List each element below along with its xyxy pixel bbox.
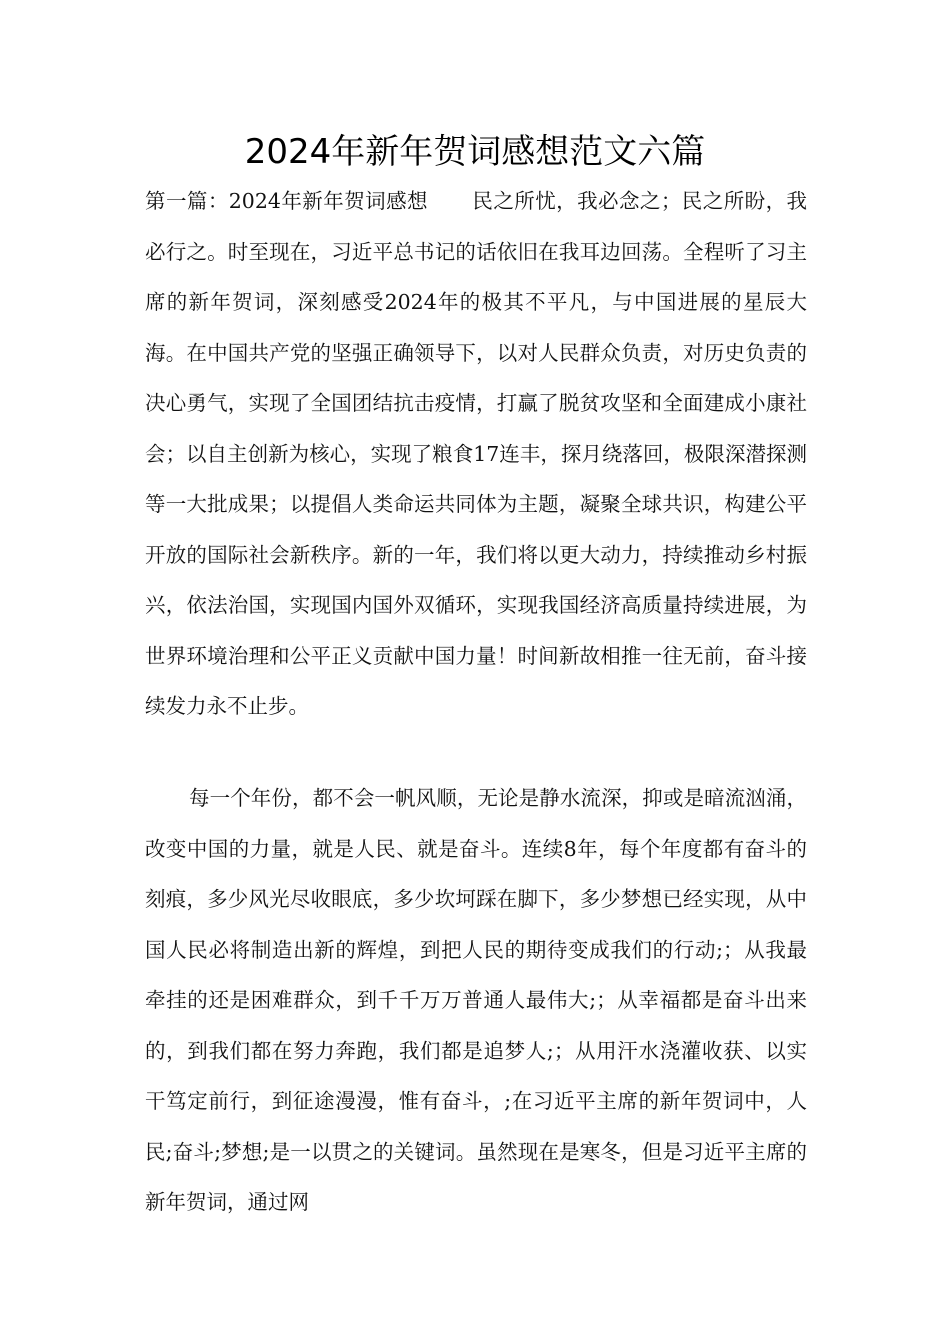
document-title: 2024年新年贺词感想范文六篇: [244, 132, 706, 172]
section-heading: 第一篇：2024年新年贺词感想: [145, 189, 428, 213]
paragraph-2: 每一个年份，都不会一帆风顺，无论是静水流深，抑或是暗流汹涌，改变中国的力量，就是人民、就是奋斗。连续8年，每个年度都有奋斗的刻痕，多少风光尽收眼底，多少坎坷踩在脚下，多少梦想已经实现，从中国人民必将制造出新的辉煌，到把人民的期待变成我们的行动;；从我最牵挂的还是困难群众，到千千万万普通人最伟大;；从幸福都是奋斗出来的，到我们都在努力奔跑，我们都是追梦人;；从用汗水浇灌收获、以实干笃定前行，到征途漫漫，惟有奋斗，;在习近平主席的新年贺词中，人民;奋斗;梦想;是一以贯之的关键词。虽然现在是寒冬，但是习近平主席的新年贺词，通过网: [145, 786, 807, 1214]
paragraph-1-text: 民之所忧，我必念之；民之所盼，我必行之。时至现在，习近平总书记的话依旧在我耳边回荡。全程听了习主席的新年贺词，深刻感受2024年的极其不平凡，与中国进展的星辰大海。在中国共产党的坚强正确领导下，以对人民群众负责，对历史负责的决心勇气，实现了全国团结抗击疫情，打赢了脱贫攻坚和全面建成小康社会；以自主创新为核心，实现了粮食17连丰，探月绕落回，极限深潜探测等一大批成果；以提倡人类命运共同体为主题，凝聚全球共识，构建公平开放的国际社会新秩序。新的一年，我们将以更大动力，持续推动乡村振兴，依法治国，实现国内国外双循环，实现我国经济高质量持续进展，为世界环境治理和公平正义贡献中国力量！时间新故相推一往无前，奋斗接续发力永不止步。: [145, 189, 808, 718]
paragraph-1: [145, 176, 807, 732]
